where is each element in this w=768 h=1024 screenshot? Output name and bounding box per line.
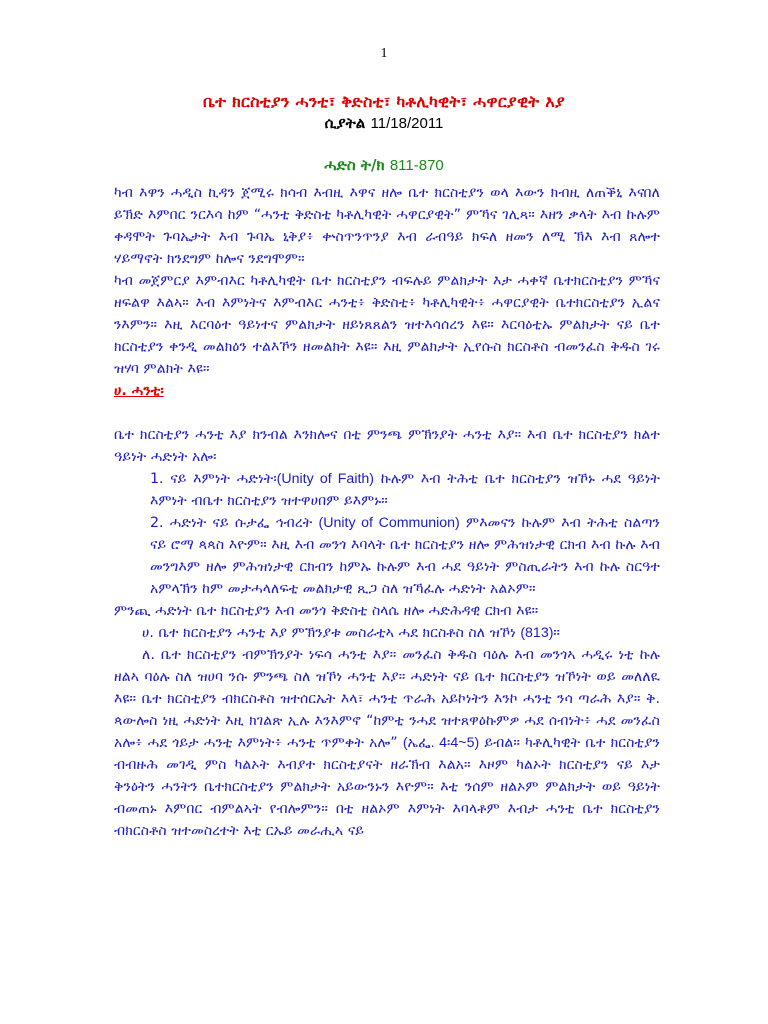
page-number: 1 xyxy=(380,46,388,61)
list-number: 2. xyxy=(150,515,164,531)
location-label: ሲያትል xyxy=(324,114,366,132)
paragraph-marks: ካብ መጀምርያ እምብእር ካቶሊካዊት ቤተ ክርስቲያን ብፍሉይ ምልክታት እታ ሓቀኛ ቤተክርስቲያን ምኻና ዘፍልዋ እልኣ። እብ እምነትና እምብእር ሓንቲ፥ ቅድስቲ፥ ካቶሊካዊት፥ ሓዋርያዊት ቤተክርስቲያን ኢልና ንእምን። እዚ እርባዕተ ዓይነተና ምልክታት ዘይነጸጸልን ዝተእሳሰረን እዩ። እርባዕቲኡ ምልክታት ናይ ቤተ ክርስቲያን ቀንዲ መልክዕን ተልእኾን ዘመልክት እዩ። እዚ ምልክታት ኢየሱስ ክርስቶስ ብመንፈስ ቅዱስ ገሩ ዝሃባ ምልክት እዩ። xyxy=(114,273,660,377)
list-latin: (Unity of Faith) xyxy=(276,471,375,487)
paragraph-unity: ቤተ ክርስቲያን ሓንቲ እያ ክንብል እንክሎና በቲ ምንጫ ምኽንያት ሓንቲ እያ። እብ ቤተ ክርስቲያን ክልተ ዓይነት ሓድነት አሎ፡ xyxy=(114,427,660,465)
document-title: ቤተ ክርስቲያን ሓንቲ፣ ቅድስቲ፣ ካቶሊካዊት፣ ሓዋርያዊት እያ xyxy=(202,92,566,111)
unity-list xyxy=(114,468,660,600)
paragraph-source: ምንጪ ሓድነት ቤተ ክርስቲያን እብ መንጎ ቅድስቲ ስላሴ ዘሎ ሓድሕዳዊ ርክብ እዩ። xyxy=(114,603,539,619)
founder-ref: (813)። xyxy=(520,625,561,641)
document-subtitle xyxy=(0,114,768,132)
paragraph-intro: ካብ እዋን ሓዲስ ኪዳን ጀሚሩ ክሳብ እብዚ እዋና ዘሎ ቤተ ክርስቲያን ወላ እውን ክብዚ ለጠቕኒ እናበለ ይኽድ እምበር ንርእሳ ከም “ሓንቲ ቅድስቲ ካቶሊካዊት ሓዋርያዊት” ምኻና ገሊጻ። እዘን ቃላት እብ ኩሉም ቀዳሞት ጉባኤታት እብ ጉባኤ ኒቅያ፥ ቍስጥንጥንያ እብ ራብዓይ ክፍለ ዘመን ለሚ ኽእ እብ ጸሎተ ሃይማኖት ክንደግም ከሎና ንደግሞም። xyxy=(114,185,660,267)
spirit-ref: (ኤፌ. 4፡4~5) xyxy=(402,735,480,751)
heading-one: ሀ. ሓንቲ፡ xyxy=(114,383,164,399)
list-text-post: ምእመናን ኩሉም እብ ትሕቲ ስልጣን ናይ ሮማ ጳጳስ እዮም። እዚ እብ መንጎ እባላት ቤተ ክርስቲያን ዘሎ ምሕዝነታዊ ርክብ እብ ኩሉ እብ መንግእም ዘሎ ምሕዝነታዊ ርክብን ከምኡ ኩሉም እብ ሓደ ዓይነት ምስጢራትን እብ ኩሉ ስርዓተ አምላኽን ከም መታሓላለፍቲ መልክታዊ ጺጋ ስለ ዝኻፈሉ ሓድነት አልኦም። xyxy=(150,515,660,597)
section-title xyxy=(0,156,768,174)
list-item xyxy=(150,468,660,512)
spirit-text: ለ. ቤተ ክርስቲያን ብምኽንያት ነፍሳ ሓንቲ እያ። መንፈስ ቅዱስ ባዕሉ እብ መንጎኣ ሓዲሩ ነቲ ኩሉ ዘልኣ ባዕሉ ስለ ዝሀባ ንሱ ምንጫ ስለ ዝኾነ ሓንቲ እያ። ሓድነት ናይ ቤተ ክርስቲያን ዝኾነት ወይ መለለዪ እዩ። ቤተ ክርስቲያን ብክርስቶስ ዝተሰርኤት እላ፣ ሓንቲ ጥራሕ አይኮነትን እንኮ ሓንቲ ንሳ ጣራሕ እያ። ቅ. ጳውሎስ ነዚ ሓድነት እዚ ክገልጽ ኢሉ እንእምኖ “ከምቲ ንሓደ ዝተጸዋዕኩምዎ ሓደ ሰብነት፥ ሓደ መንፈስ አሎ፥ ሓደ ጎይታ ሓንቲ እምነት፥ ሓንቲ ጥምቀት አሎ” xyxy=(114,647,660,751)
document-body xyxy=(114,182,660,842)
founder-text: ሀ. ቤተ ክርስቲያን ሓንቲ እያ ምኽንያቱ መስራቲኣ ሓደ ክርስቶስ ስለ ዝኾነ xyxy=(142,625,521,641)
list-latin: (Unity of Communion) xyxy=(318,515,460,531)
paragraph-founder xyxy=(114,622,660,644)
list-text-post: ኩሉም እብ ትሕቲ ቤተ ክርስቲያን ዝኾኑ ሓደ ዓይነት እምነት ብቤተ ክርስቲያን ዝተዋሀበም ይእምኑ። xyxy=(150,471,661,509)
list-item xyxy=(150,512,660,600)
section-label: ሓድስ ት/ክ xyxy=(324,156,385,174)
document-date: 11/18/2011 xyxy=(370,115,444,132)
section-range: 811-870 xyxy=(389,157,444,174)
list-number: 1. xyxy=(150,471,164,487)
spirit-text-post: ይብል። ካቶሊካዊት ቤተ ክርስቲያን ብብዙሕ መገዲ ምስ ካልኦት እብያተ ክርስቲያናት ዘራኽብ እልአ። እዞም ካልኦት ክርስቲያን ናይ እታ ቅንዕትን ሓንትን ቤተክርስቲያን ምልክታት አይውንኑን እዮም። እቲ ንሰም ዘልኦም ምልክታት ወይ ዓይነት ብመጠኑ እምበር ብምልኣት የብሎምን። በቲ ዘልኦም እምነት እባላቶም እብታ ሓንቲ ቤተ ክርስቲያን ብክርስቶስ ዝተመስረተት እቲ ርኡይ መራሒኣ ናይ xyxy=(114,735,660,839)
paragraph-spirit xyxy=(114,644,660,842)
list-text-pre: ናይ እምነት ሓድነት፡ xyxy=(170,471,277,487)
list-text-pre: ሓድነት ናይ ሱታፌ ኅብረት xyxy=(169,515,319,531)
